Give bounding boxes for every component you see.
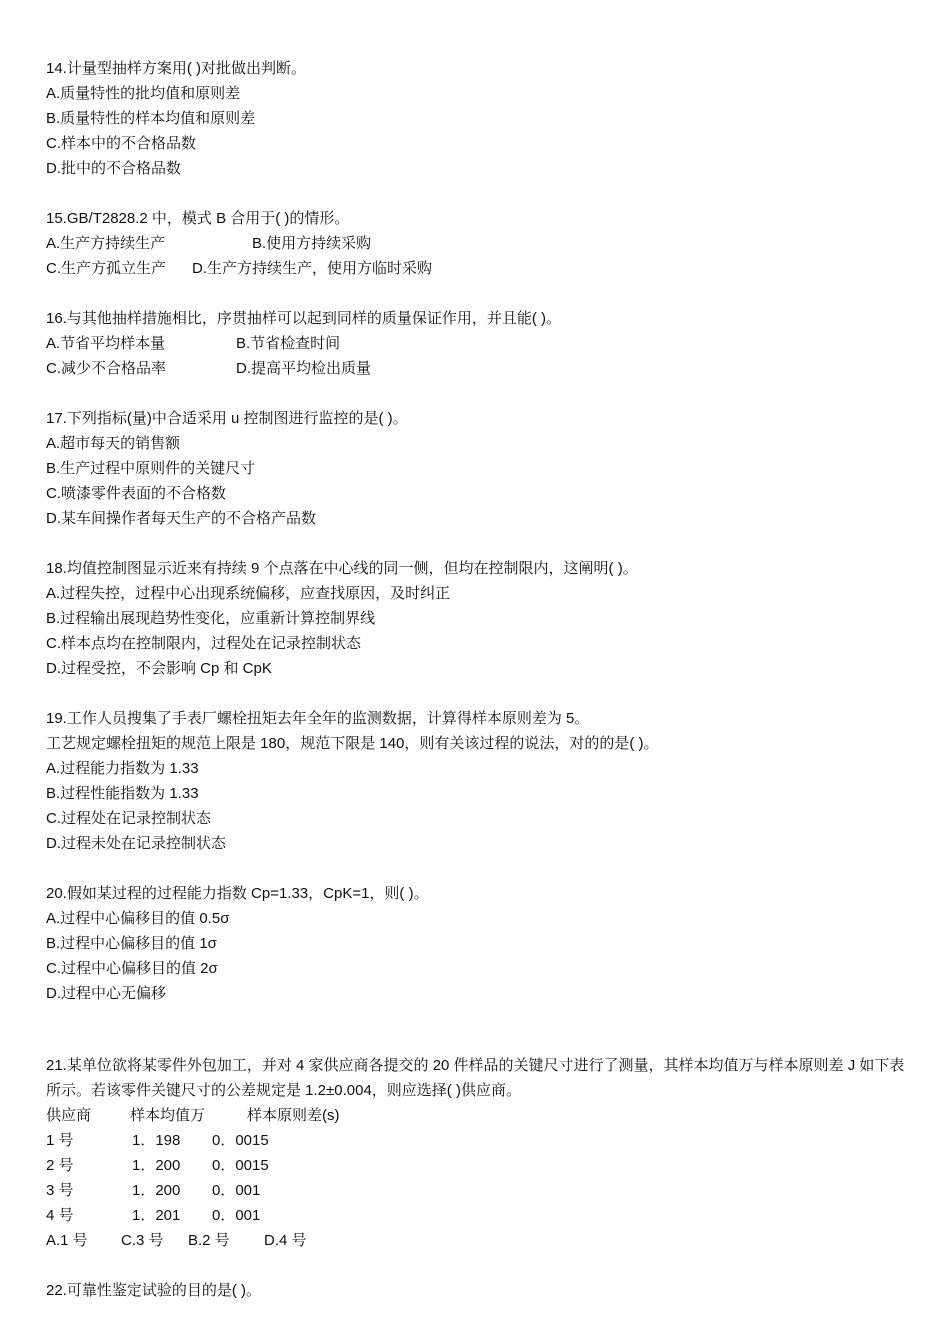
q19-stem-line-2: 工艺规定螺栓扭矩的规范上限是 180，规范下限是 140，则有关该过程的说法，对的的是( )。 <box>46 735 659 752</box>
q21-cell-std: 0．0015 <box>212 1132 269 1149</box>
q21-header-supplier: 供应商 <box>46 1107 92 1124</box>
q16-option-c: C.减少不合格品率 <box>46 360 167 377</box>
q21-option-d: D.4 号 <box>264 1232 307 1249</box>
q21-cell-supplier: 3 号 <box>46 1182 74 1199</box>
q18-option-c: C.样本点均在控制限内，过程处在记录控制状态 <box>46 635 362 652</box>
q19-option-b: B.过程性能指数为 1.33 <box>46 785 199 802</box>
table-row <box>46 1203 916 1228</box>
q16-options-row-1 <box>46 331 916 356</box>
spacer <box>46 1006 916 1053</box>
q21-cell-supplier: 1 号 <box>46 1132 74 1149</box>
q15-option-b: B.使用方持续采购 <box>252 235 372 252</box>
document-page <box>46 56 916 1303</box>
q18-stem: 18.均值控制图显示近来有持续 9 个点落在中心线的同一侧，但均在控制限内，这阐明( )。 <box>46 560 638 577</box>
q20-option-d: D.过程中心无偏移 <box>46 985 167 1002</box>
q16-option-b: B.节省检查时间 <box>236 335 341 352</box>
q19-option-c: C.过程处在记录控制状态 <box>46 810 212 827</box>
q21-cell-mean: 1．200 <box>132 1182 181 1199</box>
q21-cell-std: 0．001 <box>212 1182 261 1199</box>
q14-option-a: A.质量特性的批均值和原则差 <box>46 85 241 102</box>
q21-cell-mean: 1．201 <box>132 1207 181 1224</box>
q15-stem: 15.GB/T2828.2 中，模式 B 合用于( )的情形。 <box>46 210 350 227</box>
q15-option-d: D.生产方持续生产，使用方临时采购 <box>192 260 433 277</box>
spacer <box>46 1253 916 1278</box>
q17-option-c: C.喷漆零件表面的不合格数 <box>46 485 227 502</box>
q21-table-header <box>46 1103 916 1128</box>
q17-option-b: B.生产过程中原则件的关键尺寸 <box>46 460 256 477</box>
table-row <box>46 1153 916 1178</box>
q21-options-row <box>46 1228 916 1253</box>
q21-cell-mean: 1．198 <box>132 1132 181 1149</box>
q17-option-d: D.某车间操作者每天生产的不合格产品数 <box>46 510 317 527</box>
q21-cell-supplier: 2 号 <box>46 1157 74 1174</box>
q21-cell-supplier: 4 号 <box>46 1207 74 1224</box>
q19-option-a: A.过程能力指数为 1.33 <box>46 760 199 777</box>
q17-stem: 17.下列指标(量)中合适采用 u 控制图进行监控的是( )。 <box>46 410 408 427</box>
q20-option-c: C.过程中心偏移目的值 2σ <box>46 960 218 977</box>
q14-option-c: C.样本中的不合格品数 <box>46 135 197 152</box>
q22-stem: 22.可靠性鉴定试验的目的是( )。 <box>46 1282 262 1299</box>
q18-option-a: A.过程失控，过程中心出现系统偏移，应查找原因，及时纠正 <box>46 585 451 602</box>
q21-option-a: A.1 号 <box>46 1232 88 1249</box>
q21-cell-std: 0．001 <box>212 1207 261 1224</box>
q19-stem-line-1: 19.工作人员搜集了手表厂螺栓扭矩去年全年的监测数据，计算得样本原则差为 5。 <box>46 710 590 727</box>
q14-option-d: D.批中的不合格品数 <box>46 160 182 177</box>
q18-option-d: D.过程受控，不会影响 Cp 和 CpK <box>46 660 272 677</box>
table-row <box>46 1128 916 1153</box>
q21-cell-mean: 1．200 <box>132 1157 181 1174</box>
q16-option-d: D.提高平均检出质量 <box>236 360 372 377</box>
q21-stem: 21.某单位欲将某零件外包加工，并对 4 家供应商各提交的 20 件样品的关键尺寸进行了测量，其样本均值万与样本原则差 J 如下表所示。若该零件关键尺寸的公差规定是 1.2±0.004，则应选择( )供应商。 <box>46 1057 905 1099</box>
q16-options-row-2 <box>46 356 916 381</box>
q15-options-row-2 <box>46 256 916 281</box>
q18-option-b: B.过程输出展现趋势性变化，应重新计算控制界线 <box>46 610 376 627</box>
q17-option-a: A.超市每天的销售额 <box>46 435 181 452</box>
spacer <box>46 681 916 706</box>
q14-option-b: B.质量特性的样本均值和原则差 <box>46 110 256 127</box>
spacer <box>46 181 916 206</box>
spacer <box>46 856 916 881</box>
q21-header-mean: 样本均值万 <box>130 1107 206 1124</box>
q20-option-b: B.过程中心偏移目的值 1σ <box>46 935 217 952</box>
q19-option-d: D.过程未处在记录控制状态 <box>46 835 227 852</box>
q21-option-b: B.2 号 <box>188 1232 230 1249</box>
q21-header-std: 样本原则差(s) <box>247 1107 340 1124</box>
q16-stem: 16.与其他抽样措施相比，序贯抽样可以起到同样的质量保证作用，并且能( )。 <box>46 310 562 327</box>
q20-option-a: A.过程中心偏移目的值 0.5σ <box>46 910 230 927</box>
spacer <box>46 381 916 406</box>
q15-options-row-1 <box>46 231 916 256</box>
q21-cell-std: 0．0015 <box>212 1157 269 1174</box>
q20-stem: 20.假如某过程的过程能力指数 Cp=1.33，CpK=1，则( )。 <box>46 885 429 902</box>
q21-option-c: C.3 号 <box>121 1232 164 1249</box>
q14-stem: 14.计量型抽样方案用( )对批做出判断。 <box>46 60 307 77</box>
table-row <box>46 1178 916 1203</box>
spacer <box>46 531 916 556</box>
q15-option-c: C.生产方孤立生产 <box>46 260 167 277</box>
q15-option-a: A.生产方持续生产 <box>46 235 166 252</box>
q16-option-a: A.节省平均样本量 <box>46 335 166 352</box>
spacer <box>46 281 916 306</box>
